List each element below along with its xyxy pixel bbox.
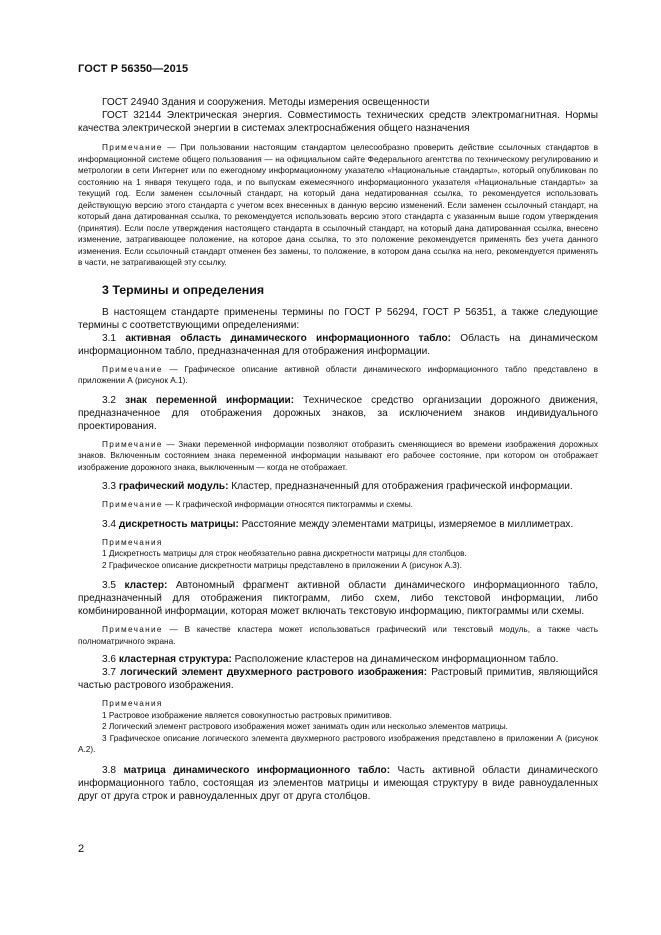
note-text: — К графической информации относятся пиктограммы и схемы. bbox=[162, 500, 413, 509]
note-label: Примечание bbox=[102, 500, 163, 509]
term-name: знак переменной информации: bbox=[125, 394, 295, 406]
term-3-1 bbox=[78, 332, 598, 358]
note-item: 2 Логический элемент растрового изображения может занимать один или несколько элементов матрицы. bbox=[102, 722, 508, 731]
term-name: графический модуль: bbox=[118, 481, 229, 492]
term-name: дискретность матрицы: bbox=[118, 518, 239, 530]
note-item: 3 Графическое описание логического элемента двухмерного растрового изображения представлено в приложении А (рисунок А.2). bbox=[78, 733, 598, 754]
note-intro bbox=[78, 142, 598, 269]
term-definition: Часть активной области динамического информационного табло, состоящая из элементов матрицы и имеющая структуру в виде равноудаленных друг от друга строк и равноудаленных друг от друга столбцов. bbox=[78, 764, 599, 802]
term-name: активная область динамического информационного табло: bbox=[125, 332, 451, 344]
term-name: кластерная структура: bbox=[118, 654, 232, 665]
term-definition: Кластер, предназначенный для отображения графической информации. bbox=[228, 481, 573, 492]
note-text: — Знаки переменной информации позволяют отобразить сменяющиеся во времени изображения дорожных знаков. Включенным состоянием знака переменной информации называют его рабочее состояние, при котором он отображает изображение дорожного знака, выключенным — когда не отображает. bbox=[78, 439, 598, 472]
term-name: логический элемент двухмерного растрового изображения: bbox=[120, 667, 428, 678]
reference-item: ГОСТ 32144 Электрическая энергия. Совместимость технических средств электромагнитная. Нормы качества электрической энергии в системах электроснабжения общего назначения bbox=[78, 110, 598, 134]
term-definition: Автономный фрагмент активной области динамического информационного табло, предназначенный для отображения пиктограмм, либо схем, либо текстовой информации, либо комбинированной информации, которая может включать текстовую информацию, пиктограммы или схемы. bbox=[78, 580, 598, 617]
note-label: Примечание bbox=[102, 364, 163, 374]
term-definition: Растровый примитив, являющийся частью растрового изображения. bbox=[78, 667, 598, 691]
section-heading: 3 Термины и определения bbox=[102, 282, 265, 297]
term-3-6 bbox=[78, 653, 598, 666]
term-3-5 bbox=[78, 579, 598, 618]
document-header: ГОСТ Р 56350—2015 bbox=[78, 63, 189, 75]
reference-item: ГОСТ 24940 Здания и сооружения. Методы измерения освещенности bbox=[102, 97, 430, 108]
term-number: 3.7 bbox=[102, 667, 121, 678]
note-text: — В качестве кластера может использоваться графический или текстовый модуль, а также часть полноматричного экрана. bbox=[78, 625, 598, 646]
note-item: 2 Графическое описание дискретности матрицы представлено в приложении А (рисунок А.3). bbox=[102, 560, 462, 570]
note-item: 1 Растровое изображение является совокупностью растровых примитивов. bbox=[102, 710, 392, 720]
term-3-7 bbox=[78, 666, 598, 692]
section-intro: В настоящем стандарте применены термины по ГОСТ Р 56294, ГОСТ Р 56351, а также следующие термины с соответствующими определениями: bbox=[78, 306, 598, 331]
term-number: 3.6 bbox=[102, 654, 119, 665]
term-number: 3.1 bbox=[102, 332, 126, 344]
term-definition: Область на динамическом информационном табло, предназначенная для отображения информации. bbox=[78, 332, 598, 357]
term-number: 3.4 bbox=[102, 518, 119, 530]
term-number: 3.2 bbox=[102, 394, 126, 406]
term-number: 3.5 bbox=[102, 580, 125, 591]
note-text: — При пользовании настоящим стандартом целесообразно проверить действие ссылочных стандартов в информационной системе общего пользования — на официальном сайте Федерального агентства по техническому регулированию и метрологии в сети Интернет или по ежегодному информационному указателю «Национальные стандарты», который опубликован по состоянию на 1 января текущего года, и по выпускам ежемесячного информационного указателя «Национальные стандарты» за текущий год. Если заменен ссылочный стандарт, на который дана недатированная ссылка, то рекомендуется использовать действующую версию этого стандарта с учетом всех внесенных в данную версию изменений. Если заменен ссылочный стандарт, на который дана датированная ссылка, то рекомендуется использовать версию этого стандарта с указанным выше годом утверждения (принятия). Если после утверждения настоящего стандарта в ссылочный стандарт, на который дана датированная ссылка, внесено изменение, затрагивающее положение, на которое дана ссылка, то это положение рекомендуется применять без учета данного изменения. Если ссылочный стандарт отменен без замены, то положение, в котором дана ссылка на него, рекомендуется применять в части, не затрагивающей эту ссылку. bbox=[78, 143, 598, 267]
notes-label: Примечания bbox=[102, 537, 163, 547]
note-3-2 bbox=[78, 439, 598, 474]
term-3-2 bbox=[78, 394, 598, 433]
note-label: Примечание bbox=[102, 143, 163, 152]
term-definition: Расположение кластеров на динамическом информационном табло. bbox=[231, 654, 559, 665]
notes-label: Примечания bbox=[102, 699, 163, 708]
note-item: 1 Дискретность матрицы для строк необязательно равна дискретности матрицы для столбцов. bbox=[102, 549, 467, 558]
note-text: — Графическое описание активной области динамического информационного табло представлено в приложении А (рисунок А.1). bbox=[78, 364, 598, 385]
term-3-4 bbox=[78, 518, 598, 531]
term-name: кластер: bbox=[124, 580, 168, 591]
term-name: матрица динамического информационного табло: bbox=[123, 764, 391, 776]
term-3-3 bbox=[78, 480, 598, 493]
term-definition: Техническое средство организации дорожного движения, предназначенное для отображения дорожных знаков, за исключением знаков индивидуального проектирования. bbox=[78, 394, 598, 432]
note-label: Примечание bbox=[102, 625, 163, 634]
term-number: 3.8 bbox=[102, 764, 124, 776]
term-3-8 bbox=[78, 764, 598, 803]
term-number: 3.3 bbox=[102, 481, 119, 492]
page-number: 2 bbox=[78, 843, 85, 855]
page-content bbox=[78, 96, 598, 803]
note-3-5 bbox=[78, 624, 598, 647]
note-label: Примечание bbox=[102, 439, 163, 449]
term-definition: Расстояние между элементами матрицы, измеряемое в миллиметрах. bbox=[238, 518, 574, 530]
note-3-3 bbox=[78, 499, 598, 511]
note-3-1 bbox=[78, 364, 598, 387]
